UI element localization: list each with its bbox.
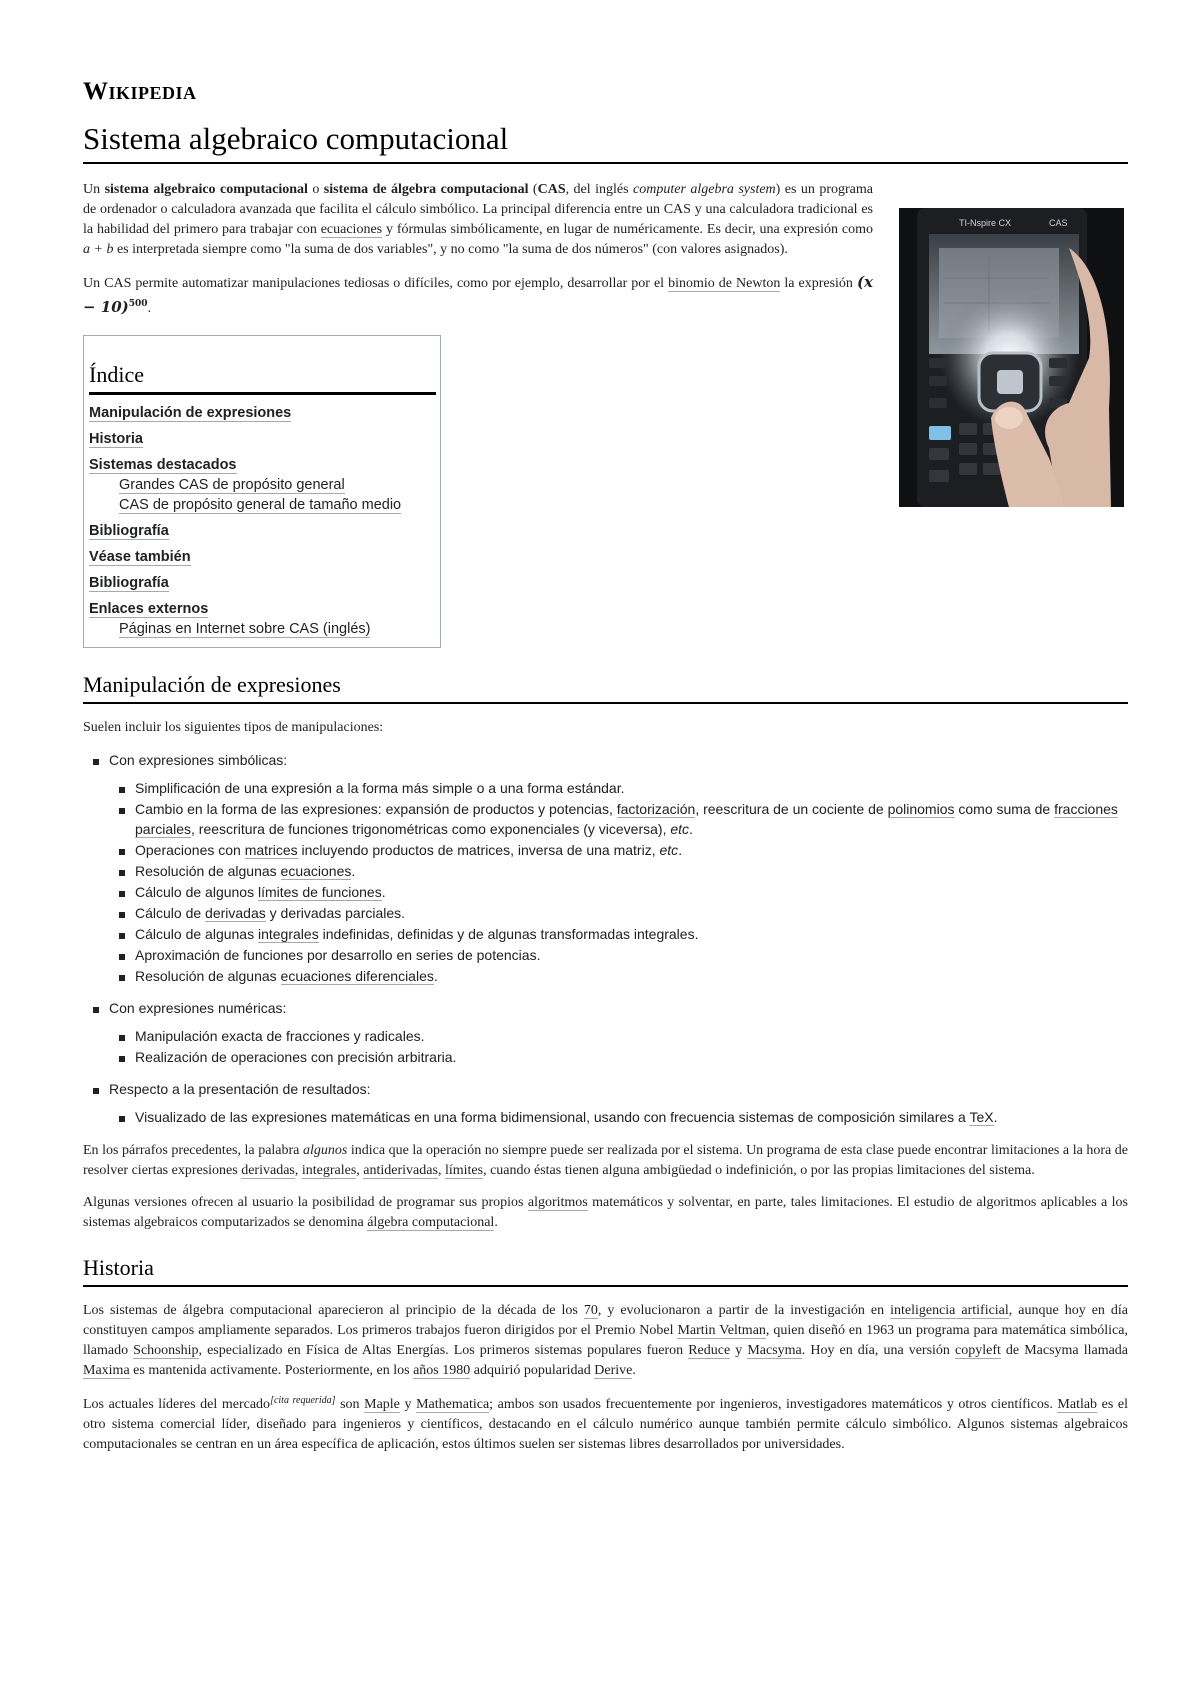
link-factorizacion[interactable]: factorización	[616, 801, 696, 817]
link-anos-1980[interactable]: años 1980	[413, 1363, 471, 1378]
list-item: Cambio en la forma de las expresiones: expansión de productos y potencias, factorización, reescritura de un cociente de polinomios como suma de fracciones parciales, reescritura de funciones trigonométricas como exponenciales (y viceversa), etc.	[109, 799, 1128, 839]
toc-item[interactable]: Enlaces externos	[89, 601, 209, 617]
link-derive[interactable]: Derive	[594, 1363, 633, 1378]
list-item: Cálculo de algunas integrales indefinidas, definidas y de algunas transformadas integrales.	[109, 924, 1128, 944]
link-binomio-newton[interactable]: binomio de Newton	[668, 276, 781, 291]
toc-item[interactable]: Bibliografía	[89, 575, 169, 591]
sublist	[109, 778, 1128, 986]
link-maple[interactable]: Maple	[364, 1397, 400, 1412]
citation-needed[interactable]: [cita requerida]	[270, 1395, 336, 1406]
intro-section	[83, 180, 1128, 319]
section-lead: Suelen incluir los siguientes tipos de manipulaciones:	[83, 720, 384, 735]
toc-item[interactable]: Manipulación de expresiones	[89, 405, 292, 421]
paragraph-historia-1: Los sistemas de álgebra computacional aparecieron al principio de la década de los 70, y evolucionaron a partir de la investigación en inteligencia artificial, aunque hoy en día constituyen campos ampliamente separados. Los primeros trabajos fueron dirigidos por el Premio Nobel Martin Veltman, quien diseñó en 1963 un programa para matemática simbólica, llamado Schoonship, especializado en Física de Altas Energías. Los primeros sistemas populares fueron Reduce y Macsyma. Hoy en día, una versión copyleft de Macsyma llamada Maxima es mantenida activamente. Posteriormente, en los años 1980 adquirió popularidad Derive.	[83, 1303, 1129, 1378]
inline-math: a + b	[83, 242, 114, 257]
link-limites-funciones[interactable]: límites de funciones	[257, 884, 382, 900]
link-martin-veltman[interactable]: Martin Veltman	[677, 1323, 766, 1338]
link-algebra-computacional[interactable]: álgebra computacional	[367, 1215, 495, 1230]
link-derivadas-2[interactable]: derivadas	[241, 1163, 295, 1178]
list-item: Realización de operaciones con precisión arbitraria.	[109, 1047, 1128, 1067]
paragraph-algoritmos: Algunas versiones ofrecen al usuario la posibilidad de programar sus propios algoritmos matemáticos y solventar, en parte, tales limitaciones. El estudio de algoritmos aplicables a los sistemas algebraicos computarizados se denomina álgebra computacional.	[83, 1195, 1128, 1230]
toc-subitem[interactable]: Grandes CAS de propósito general	[119, 477, 345, 493]
section-manipulacion	[83, 670, 1128, 1233]
toc-item[interactable]: Bibliografía	[89, 523, 169, 539]
list-item: Manipulación exacta de fracciones y radicales.	[109, 1026, 1128, 1046]
list-item: Respecto a la presentación de resultados: Visualizado de las expresiones matemáticas en una forma bidimensional, usando con frecuencia sistemas de composición similares a TeX.	[83, 1079, 1128, 1127]
list-item: Con expresiones simbólicas: Simplificación de una expresión a la forma más simple o a una forma estándar. Cambio en la forma de las expresiones: expansión de productos y potencias, factorización, reescritura de un cociente de polinomios como suma de fracciones parciales, reescritura de funciones trigonométricas como exponenciales (y viceversa), etc. Operaciones con matrices incluyendo productos de matrices, inversa de una matriz, etc. Resolución de algunas ecuaciones. Cálculo de algunos límites de funciones. Cálculo de derivadas y derivadas parciales. Cálculo de algunas integrales indefinidas, definidas y de algunas transformadas integrales. Aproximación de funciones por desarrollo en series de potencias. Resolución de algunas ecuaciones diferenciales.	[83, 750, 1128, 986]
link-matlab[interactable]: Matlab	[1057, 1397, 1098, 1412]
calculator-image[interactable]	[899, 208, 1124, 507]
link-integrales-2[interactable]: integrales	[301, 1163, 357, 1178]
list-item: Operaciones con matrices incluyendo productos de matrices, inversa de una matriz, etc.	[109, 840, 1128, 860]
intro-paragraph-1: Un sistema algebraico computacional o sistema de álgebra computacional (CAS, del inglés computer algebra system) es un programa de ordenador o calculadora avanzada que facilita el cálculo simbólico. La principal diferencia entre un CAS y una calculadora tradicional es la habilidad del primero para trabajar con ecuaciones y fórmulas simbólicamente, en lugar de numéricamente. Es decir, una expresión como a + b es interpretada siempre como "la suma de dos variables", y no como "la suma de dos números" (con valores asignados).	[83, 182, 874, 257]
link-polinomios[interactable]: polinomios	[887, 801, 955, 817]
svg-text:CAS: CAS	[1049, 218, 1068, 228]
link-tex[interactable]: TeX	[969, 1109, 994, 1125]
link-ecuaciones[interactable]: ecuaciones	[320, 222, 383, 237]
page-title: Sistema algebraico computacional	[83, 120, 1128, 164]
wikipedia-logo[interactable]: Wikipedia	[83, 78, 197, 105]
toc-subitem[interactable]: CAS de propósito general de tamaño medio	[119, 497, 402, 513]
section-heading: Historia	[83, 1253, 1128, 1287]
link-ecuaciones-2[interactable]: ecuaciones	[280, 863, 352, 879]
sublist	[109, 1107, 1128, 1127]
intro-paragraph-2: Un CAS permite automatizar manipulaciones tediosas o difíciles, como por ejemplo, desarrollar por el binomio de Newton la expresión $(x - 10)^{500}$.	[83, 273, 873, 316]
link-limites[interactable]: límites	[444, 1163, 484, 1178]
link-70[interactable]: 70	[583, 1303, 598, 1318]
link-copyleft[interactable]: copyleft	[955, 1343, 1001, 1358]
list-item: Aproximación de funciones por desarrollo en series de potencias.	[109, 945, 1128, 965]
link-inteligencia-artificial[interactable]: inteligencia artificial	[890, 1303, 1009, 1318]
toc-title: Índice	[89, 360, 436, 395]
link-maxima[interactable]: Maxima	[83, 1363, 130, 1378]
math-expression: $(x - 10)^{500}$	[83, 273, 873, 316]
section-historia	[83, 1253, 1128, 1455]
link-macsyma[interactable]: Macsyma	[747, 1343, 802, 1358]
sublist	[109, 1026, 1128, 1067]
manipulation-list	[83, 750, 1128, 1127]
toc-subitem[interactable]: Páginas en Internet sobre CAS (inglés)	[119, 621, 371, 637]
list-item: Con expresiones numéricas: Manipulación exacta de fracciones y radicales. Realización de operaciones con precisión arbitraria.	[83, 998, 1128, 1067]
table-of-contents	[83, 335, 441, 648]
paragraph-limitaciones: En los párrafos precedentes, la palabra algunos indica que la operación no siempre puede ser realizada por el sistema. Un programa de esta clase puede encontrar limitaciones a la hora de resolver ciertas expresiones derivadas, integrales, antiderivadas, límites, cuando éstas tienen alguna ambigüedad o indefinición, o por las propias limitaciones del sistema.	[83, 1143, 1128, 1178]
toc-list	[89, 403, 436, 639]
list-item: Simplificación de una expresión a la forma más simple o a una forma estándar.	[109, 778, 1128, 798]
list-item: Resolución de algunas ecuaciones.	[109, 861, 1128, 881]
link-matrices[interactable]: matrices	[244, 842, 298, 858]
list-item: Visualizado de las expresiones matemáticas en una forma bidimensional, usando con frecuencia sistemas de composición similares a TeX.	[109, 1107, 1128, 1127]
paragraph-historia-2: Los actuales líderes del mercado[cita requerida] son Maple y Mathematica; ambos son usados frecuentemente por ingenieros, investigadores matemáticos y otros científicos. Matlab es el otro sistema comercial líder, diseñado para ingenieros y científicos, destacando en el cálculo numérico aunque también permite cálculo simbólico. Algunos sistemas algebraicos computacionales se centran en un área específica de aplicación, estos últimos suelen ser sistemas libres desarrollados por universidades.	[83, 1395, 1129, 1452]
link-mathematica[interactable]: Mathematica	[416, 1397, 490, 1412]
toc-item[interactable]: Sistemas destacados	[89, 457, 237, 473]
svg-text:TI-Nspire CX: TI-Nspire CX	[959, 218, 1012, 228]
link-schoonship[interactable]: Schoonship	[133, 1343, 199, 1358]
calculator-photo-icon	[899, 208, 1124, 507]
list-item: Resolución de algunas ecuaciones diferenciales.	[109, 966, 1128, 986]
toc-item[interactable]: Historia	[89, 431, 143, 447]
link-antiderivadas[interactable]: antiderivadas	[363, 1163, 438, 1178]
list-item: Cálculo de derivadas y derivadas parciales.	[109, 903, 1128, 923]
toc-item[interactable]: Véase también	[89, 549, 191, 565]
section-heading: Manipulación de expresiones	[83, 670, 1128, 704]
link-fracciones-parciales[interactable]: fracciones parciales	[135, 801, 1118, 837]
link-derivadas[interactable]: derivadas	[205, 905, 266, 921]
list-item: Cálculo de algunos límites de funciones.	[109, 882, 1128, 902]
link-algoritmos[interactable]: algoritmos	[527, 1195, 588, 1210]
link-reduce[interactable]: Reduce	[688, 1343, 731, 1358]
link-integrales[interactable]: integrales	[257, 926, 319, 942]
link-ecuaciones-diferenciales[interactable]: ecuaciones diferenciales	[280, 968, 434, 984]
